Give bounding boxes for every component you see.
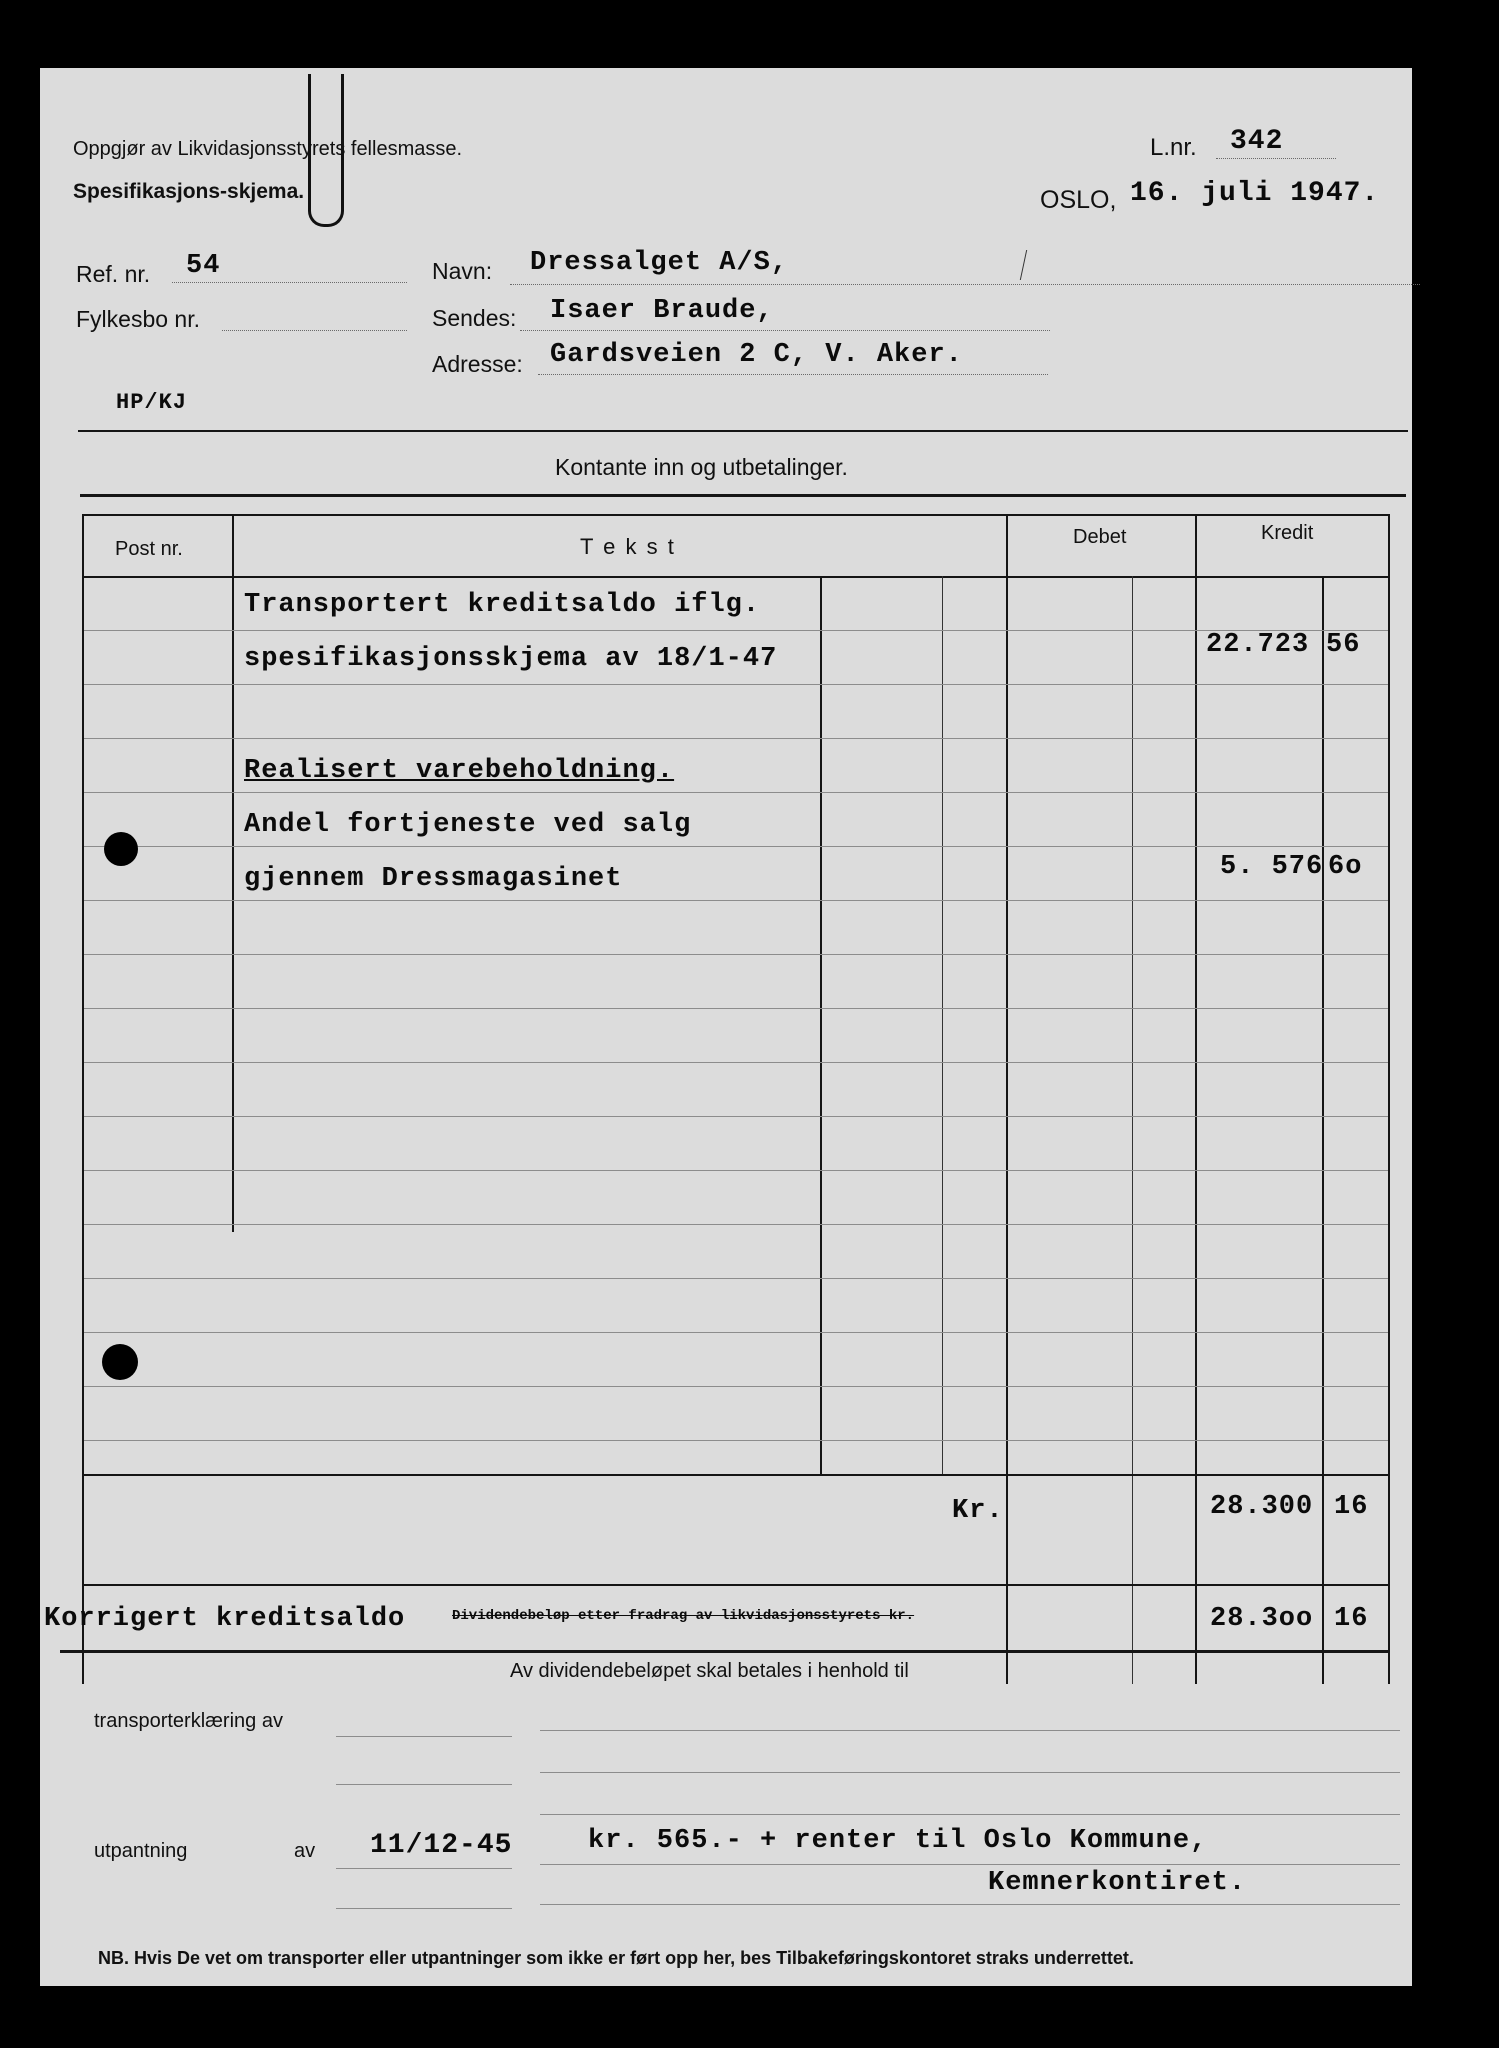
utpantning-text-2: Kemnerkontiret. [988, 1868, 1247, 1898]
ref-value: 54 [186, 251, 221, 281]
punch-hole [104, 832, 138, 866]
corrected-struck-text: Dividendebeløp etter fradrag av likvidasjonsstyrets kr. [452, 1608, 915, 1624]
dividend-line: Av dividendebeløpet skal betales i henhold til [510, 1660, 909, 1682]
total-kr: 28.300 [1210, 1492, 1314, 1522]
document-date: 16. juli 1947. [1130, 178, 1380, 209]
kredit-ore-1: 56 [1326, 630, 1361, 660]
paper-clip [308, 74, 344, 227]
place-label: OSLO, [1040, 186, 1117, 214]
adresse-value: Gardsveien 2 C, V. Aker. [550, 340, 963, 370]
footer-note: NB. Hvis De vet om transporter eller utpantninger som ikke er ført opp her, bes Tilbakeføringskontoret straks underrettet. [98, 1948, 1134, 1968]
corrected-kr: 28.3oo [1210, 1604, 1314, 1634]
col-kredit-header: Kredit [1261, 522, 1314, 544]
initials: HP/KJ [116, 390, 188, 415]
entry-line-3: Realisert varebeholdning. [244, 756, 675, 786]
ref-label: Ref. nr. [76, 261, 151, 287]
total-ore: 16 [1334, 1492, 1369, 1522]
form-title: Oppgjør av Likvidasjonsstyrets fellesmasse. [73, 138, 463, 160]
col-debet-header: Debet [1073, 526, 1127, 548]
utpantning-text-1: kr. 565.- + renter til Oslo Kommune, [588, 1826, 1208, 1856]
punch-hole [102, 1344, 138, 1380]
adresse-label: Adresse: [432, 351, 523, 377]
navn-label: Navn: [432, 258, 493, 284]
form-sheet [40, 68, 1412, 1986]
navn-value: Dressalget A/S, [530, 248, 789, 278]
fylkesbo-label: Fylkesbo nr. [76, 306, 200, 332]
lnr-label: L.nr. [1150, 134, 1197, 161]
av-label: av [294, 1840, 316, 1862]
total-label: Kr. [952, 1496, 1004, 1526]
sendes-label: Sendes: [432, 305, 517, 331]
utpantning-date: 11/12-45 [370, 1830, 513, 1861]
sendes-value: Isaer Braude, [550, 296, 774, 326]
kredit-kr-2: 5. 576 [1220, 852, 1324, 882]
corrected-ore: 16 [1334, 1604, 1369, 1634]
entry-line-1: Transportert kreditsaldo iflg. [244, 590, 761, 620]
entry-line-5: gjennem Dressmagasinet [244, 864, 623, 894]
entry-line-4: Andel fortjeneste ved salg [244, 810, 692, 840]
kredit-ore-2: 6o [1328, 852, 1363, 882]
entry-line-2: spesifikasjonsskjema av 18/1-47 [244, 644, 778, 674]
utpantning-label: utpantning [94, 1840, 188, 1862]
section-title: Kontante inn og utbetalinger. [555, 454, 848, 480]
col-tekst-header: T e k s t [580, 534, 676, 559]
lnr-value: 342 [1230, 126, 1284, 157]
transport-label: transporterklæring av [94, 1710, 283, 1732]
col-post-header: Post nr. [115, 538, 183, 560]
corrected-label: Korrigert kreditsaldo [44, 1604, 406, 1634]
form-subtitle: Spesifikasjons-skjema. [73, 180, 305, 203]
kredit-kr-1: 22.723 [1206, 630, 1310, 660]
